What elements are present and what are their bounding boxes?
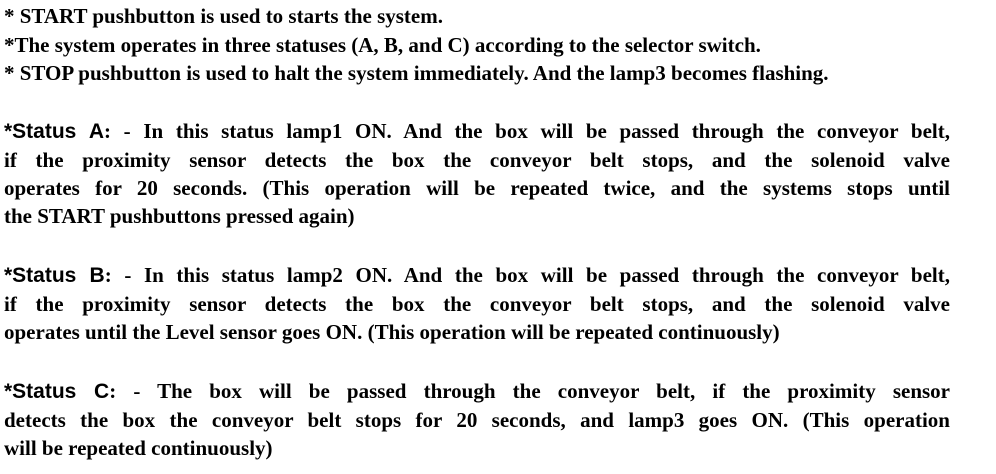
status-a-line-2: if the proximity sensor detects the box the conveyor belt stops, and the solenoid valve <box>4 148 950 172</box>
status-c-line-3: will be repeated continuously) <box>4 436 273 460</box>
status-c-heading: *Status C <box>4 380 110 403</box>
status-b-line-1 <box>4 262 950 289</box>
status-c-line-1 <box>4 378 950 405</box>
status-a-line-1 <box>4 118 950 145</box>
status-a-heading: *Status A <box>4 120 104 143</box>
status-b-line-2: if the proximity sensor detects the box the conveyor belt stops, and the solenoid valve <box>4 292 950 316</box>
status-b-line-1-text: : - In this status lamp2 ON. And the box will be passed through the conveyor belt, <box>104 263 950 287</box>
status-b-heading: *Status B <box>4 264 105 287</box>
status-a-line-1-text: : - In this status lamp1 ON. And the box will be passed through the conveyor belt, <box>104 119 950 143</box>
status-a-line-4: the START pushbuttons pressed again) <box>4 204 355 228</box>
bullet-stop: * STOP pushbutton is used to halt the system immediately. And the lamp3 becomes flashing. <box>4 61 829 85</box>
bullet-statuses: *The system operates in three statuses (A, B, and C) according to the selector switch. <box>4 33 761 57</box>
bullet-start: * START pushbutton is used to starts the system. <box>4 4 443 28</box>
status-c-line-2: detects the box the conveyor belt stops for 20 seconds, and lamp3 goes ON. (This operation <box>4 408 950 432</box>
status-a-line-3: operates for 20 seconds. (This operation will be repeated twice, and the systems stops until <box>4 176 950 200</box>
document-page <box>4 0 994 474</box>
status-c-line-1-text: : - The box will be passed through the conveyor belt, if the proximity sensor <box>109 379 950 403</box>
status-b-line-3: operates until the Level sensor goes ON. (This operation will be repeated continuously) <box>4 320 780 344</box>
